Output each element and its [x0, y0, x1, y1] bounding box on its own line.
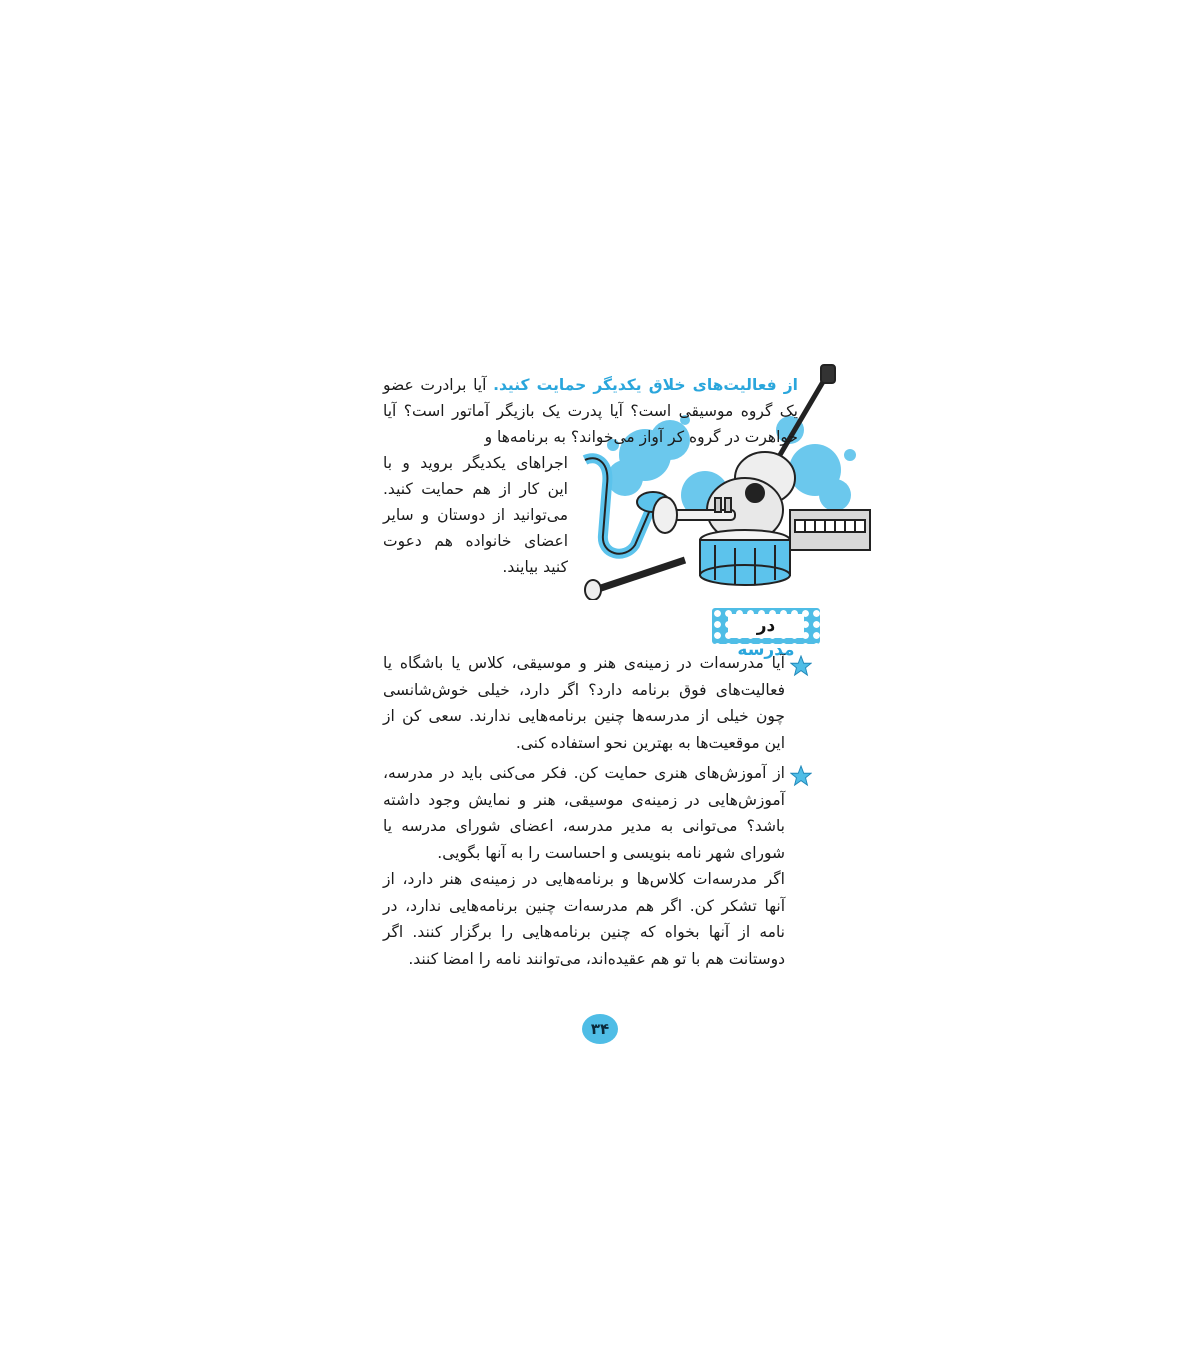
- intro-text-side: اجراهای یکدیگر بروید و با این کار از هم حمایت کنید. می‌توانید از دوستان و سایر اعضای خانواده هم دعوت کنید بیایند.: [383, 454, 568, 576]
- section-title-part1: در: [756, 616, 776, 636]
- closing-paragraph: اگر مدرسه‌ات کلاس‌ها و برنامه‌هایی در زمینه‌ی هنر دارد، از آنها تشکر کن. اگر هم مدرسه‌ات چنین برنامه‌هایی ندارد، در نامه از آنها بخواه که چنین برنامه‌هایی را برگزار کنند. اگر دوستانت هم با تو هم عقیده‌اند، می‌توانند نامه را امضا کنند.: [383, 870, 785, 968]
- intro-text-top: آیا برادرت عضو یک گروه موسیقی است؟ آیا پدرت یک بازیگر آماتور است؟ آیا خواهرت در گروه کر آواز می‌خواند؟ به برنامه‌ها و: [383, 376, 798, 446]
- intro-paragraph: [383, 372, 798, 450]
- star-bullet-icon: [790, 765, 812, 787]
- page-number: ۳۴: [582, 1014, 618, 1044]
- drum-icon: [700, 530, 790, 585]
- list-item: از آموزش‌های هنری حمایت کن. فکر می‌کنی باید در مدرسه، آموزش‌هایی در زمینه‌ی موسیقی، هنر و نمایش وجود داشته باشد؟ می‌توانی به مدیر مدرسه، اعضای شورای مدرسه یا شورای شهر نامه بنویسی و احساست را به آنها بگویی.: [383, 764, 785, 862]
- section-title-part2: مدرسه: [737, 640, 795, 660]
- intro-heading: از فعالیت‌های خلاق یکدیگر حمایت کنید.: [493, 376, 798, 394]
- section-header-at-school: [712, 608, 820, 660]
- clarinet-icon: [585, 560, 685, 600]
- star-bullet-icon: [790, 655, 812, 677]
- keyboard-icon: [790, 510, 870, 550]
- intro-paragraph-continued: [383, 450, 568, 580]
- section-title: [728, 614, 804, 660]
- list-item: آیا مدرسه‌ات در زمینه‌ی هنر و موسیقی، کلاس یا باشگاه یا فعالیت‌های فوق برنامه دارد؟ اگر دارد، خیلی خوش‌شانسی چون خیلی از مدرسه‌ها چنین برنامه‌هایی ندارند. سعی کن از این موقعیت‌ها به بهترین نحو استفاده کنی.: [383, 654, 785, 752]
